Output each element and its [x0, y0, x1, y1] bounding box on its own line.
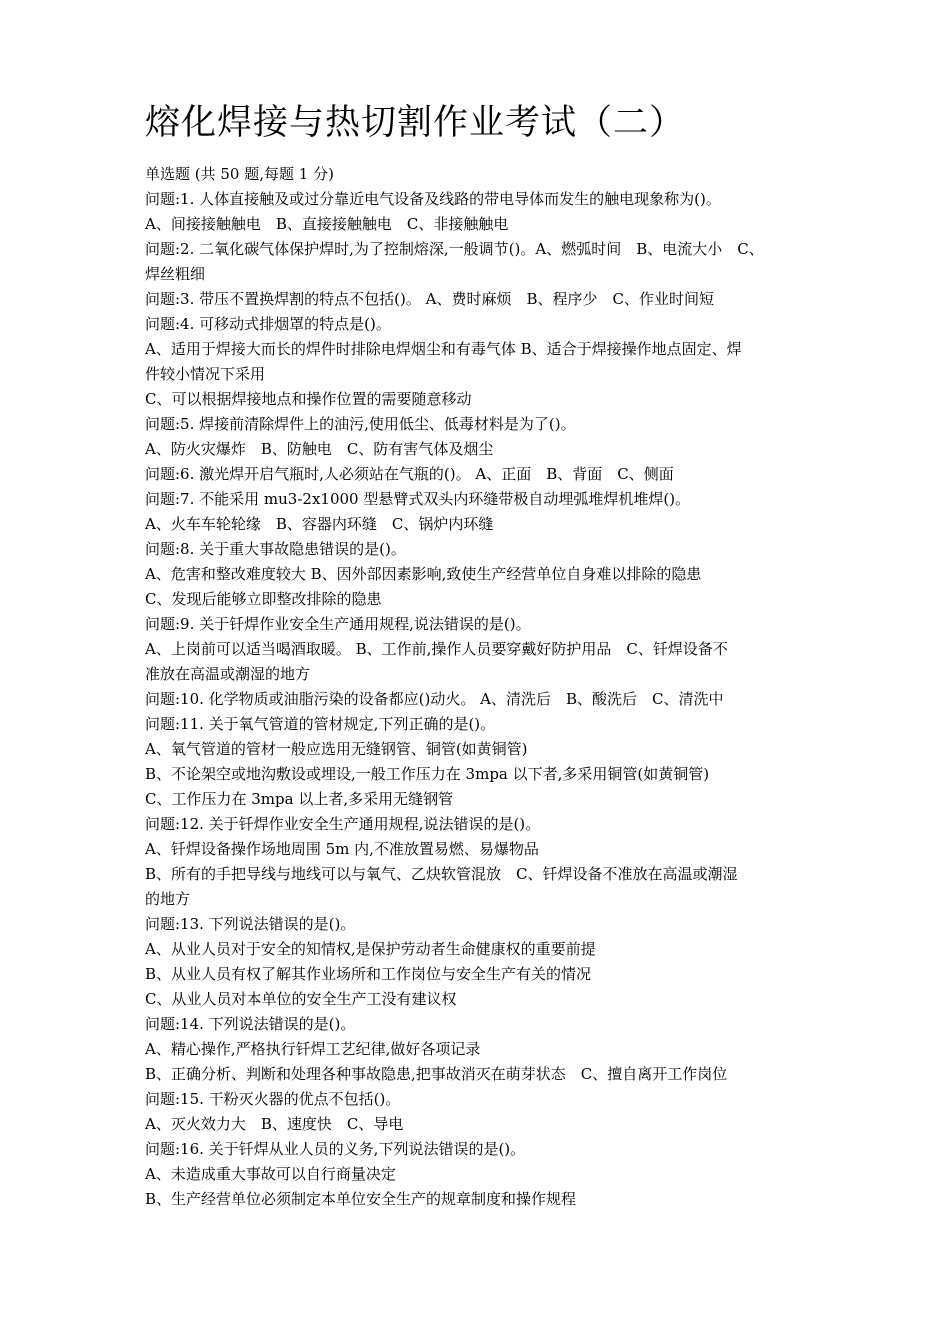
question-line: 问题:14. 下列说法错误的是()。	[145, 1015, 356, 1033]
question-list	[145, 187, 813, 1212]
answer-line: A、精心操作,严格执行钎焊工艺纪律,做好各项记录	[145, 1040, 481, 1058]
answer-line: B、从业人员有权了解其作业场所和工作岗位与安全生产有关的情况	[145, 965, 592, 983]
question-line: 问题:4. 可移动式排烟罩的特点是()。	[145, 315, 391, 333]
question-line: 问题:8. 关于重大事故隐患错误的是()。	[145, 540, 406, 558]
answer-line: A、灭火效力大 B、速度快 C、导电	[145, 1115, 404, 1133]
answer-line: A、危害和整改难度较大 B、因外部因素影响,致使生产经营单位自身难以排除的隐患	[145, 565, 702, 583]
answer-line: C、从业人员对本单位的安全生产工没有建议权	[145, 990, 457, 1008]
answer-line: B、正确分析、判断和处理各种事故隐患,把事故消灭在萌芽状态 C、擅自离开工作岗位	[145, 1065, 728, 1083]
answer-line: A、适用于焊接大而长的焊件时排除电焊烟尘和有毒气体 B、适合于焊接操作地点固定、焊	[145, 340, 742, 358]
answer-line: A、氧气管道的管材一般应选用无缝钢管、铜管(如黄铜管)	[145, 740, 528, 758]
question-line: 问题:6. 激光焊开启气瓶时,人必须站在气瓶的()。 A、正面 B、背面 C、侧面	[145, 465, 674, 483]
question-line: 问题:9. 关于钎焊作业安全生产通用规程,说法错误的是()。	[145, 615, 531, 633]
question-line: 问题:12. 关于钎焊作业安全生产通用规程,说法错误的是()。	[145, 815, 541, 833]
answer-line: C、可以根据焊接地点和操作位置的需要随意移动	[145, 390, 472, 408]
answer-line: B、生产经营单位必须制定本单位安全生产的规章制度和操作规程	[145, 1190, 577, 1208]
question-line: 问题:5. 焊接前清除焊件上的油污,使用低尘、低毒材料是为了()。	[145, 415, 576, 433]
answer-line: B、所有的手把导线与地线可以与氧气、乙炔软管混放 C、钎焊设备不准放在高温或潮湿	[145, 865, 738, 883]
question-line: 问题:15. 干粉灭火器的优点不包括()。	[145, 1090, 401, 1108]
answer-line: C、工作压力在 3mpa 以上者,多采用无缝钢管	[145, 790, 454, 808]
answer-line: 的地方	[145, 890, 191, 908]
answer-line: A、从业人员对于安全的知情权,是保护劳动者生命健康权的重要前提	[145, 940, 596, 958]
answer-line: B、不论架空或地沟敷设或埋设,一般工作压力在 3mpa 以下者,多采用铜管(如黄铜管)	[145, 765, 710, 783]
question-line: 问题:11. 关于氧气管道的管材规定,下列正确的是()。	[145, 715, 496, 733]
question-line: 问题:3. 带压不置换焊割的特点不包括()。 A、费时麻烦 B、程序少 C、作业时间短	[145, 290, 714, 308]
document-title: 熔化焊接与热切割作业考试（二）	[145, 103, 686, 143]
question-line: 问题:13. 下列说法错误的是()。	[145, 915, 356, 933]
answer-line: A、钎焊设备操作场地周围 5m 内,不准放置易燃、易爆物品	[145, 840, 539, 858]
answer-line: A、上岗前可以适当喝酒取暖。 B、工作前,操作人员要穿戴好防护用品 C、钎焊设备不	[145, 640, 728, 658]
answer-line: A、火车车轮轮缘 B、容器内环缝 C、锅炉内环缝	[145, 515, 494, 533]
answer-line: A、未造成重大事故可以自行商量决定	[145, 1165, 396, 1183]
question-line: 问题:2. 二氧化碳气体保护焊时,为了控制熔深,一般调节()。A、燃弧时间 B、电流大小 C、	[145, 240, 764, 258]
answer-line: 件较小情况下采用	[145, 365, 266, 383]
question-line: 问题:1. 人体直接触及或过分靠近电气设备及线路的带电导体而发生的触电现象称为()。	[145, 190, 721, 208]
answer-line: 准放在高温或潮湿的地方	[145, 665, 311, 683]
answer-line: A、防火灾爆炸 B、防触电 C、防有害气体及烟尘	[145, 440, 494, 458]
answer-line: 焊丝粗细	[145, 265, 206, 283]
question-line: 问题:16. 关于钎焊从业人员的义务,下列说法错误的是()。	[145, 1140, 526, 1158]
question-line: 问题:7. 不能采用 mu3-2x1000 型悬臂式双头内环缝带极自动埋弧堆焊机堆焊()。	[145, 490, 691, 508]
question-line: 问题:10. 化学物质或油脂污染的设备都应()动火。 A、清洗后 B、酸洗后 C、清洗中	[145, 690, 724, 708]
answer-line: C、发现后能够立即整改排除的隐患	[145, 590, 382, 608]
document-page	[145, 98, 813, 1212]
section-heading: 单选题 (共 50 题,每题 1 分)	[145, 165, 334, 183]
answer-line: A、间接接触触电 B、直接接触触电 C、非接触触电	[145, 215, 509, 233]
